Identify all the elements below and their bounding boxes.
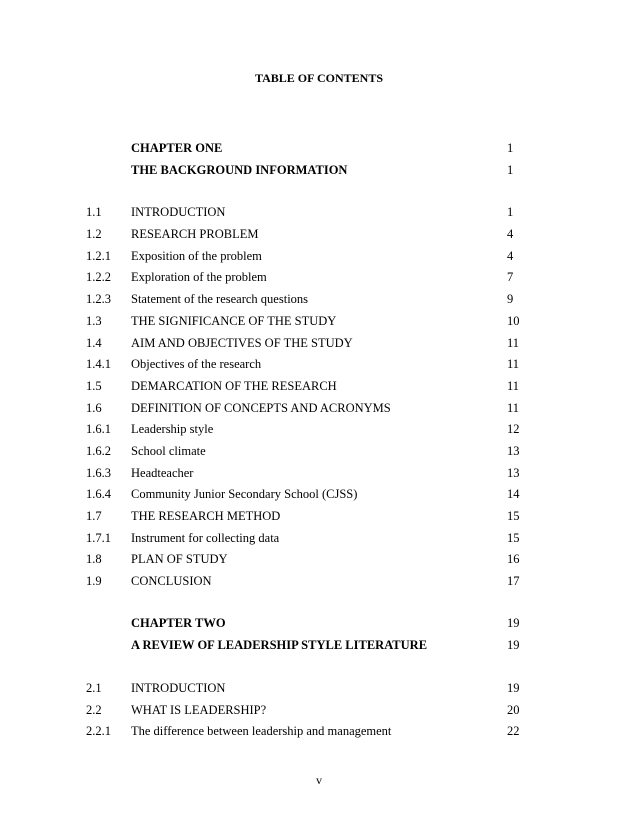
toc-entry xyxy=(0,377,638,395)
toc-entry xyxy=(0,420,638,438)
toc-entry-page: 13 xyxy=(507,466,520,480)
toc-entry xyxy=(0,701,638,719)
toc-entry-title: Exploration of the problem xyxy=(131,270,267,284)
toc-entry-title: A REVIEW OF LEADERSHIP STYLE LITERATURE xyxy=(131,638,428,652)
toc-entry-page: 13 xyxy=(507,444,520,458)
toc-entry-number: 2.2.1 xyxy=(86,724,111,738)
toc-entry-page: 22 xyxy=(507,724,520,738)
toc-entry xyxy=(0,334,638,352)
toc-entry-page: 12 xyxy=(507,422,520,436)
toc-entry-title: Exposition of the problem xyxy=(131,249,262,263)
toc-entry-number: 1.2.3 xyxy=(86,292,111,306)
toc-entry-page: 7 xyxy=(507,270,514,284)
toc-entry xyxy=(0,550,638,568)
toc-entry xyxy=(0,161,638,179)
toc-entry-page: 15 xyxy=(507,531,520,545)
toc-entry-title: The difference between leadership and management xyxy=(131,724,392,738)
toc-entry-number: 1.3 xyxy=(86,314,102,328)
toc-entry xyxy=(0,203,638,221)
toc-entry xyxy=(0,268,638,286)
toc-entry-number: 1.1 xyxy=(86,205,102,219)
toc-entry-page: 15 xyxy=(507,509,520,523)
toc-entry-title: Instrument for collecting data xyxy=(131,531,280,545)
toc-entry-number: 1.6.2 xyxy=(86,444,111,458)
toc-entry-number: 1.5 xyxy=(86,379,102,393)
toc-entry-title: AIM AND OBJECTIVES OF THE STUDY xyxy=(131,336,353,350)
toc-entry-title: THE SIGNIFICANCE OF THE STUDY xyxy=(131,314,337,328)
toc-entry xyxy=(0,679,638,697)
toc-entry-page: 9 xyxy=(507,292,514,306)
toc-entry xyxy=(0,614,638,632)
toc-entry-page: 19 xyxy=(507,638,520,652)
page-title: TABLE OF CONTENTS xyxy=(254,71,384,85)
toc-entry-page: 11 xyxy=(507,357,520,371)
toc-entry-title: DEMARCATION OF THE RESEARCH xyxy=(131,379,337,393)
toc-entry-title: INTRODUCTION xyxy=(131,681,226,695)
toc-entry-number: 1.2.2 xyxy=(86,270,111,284)
toc-entry-title: DEFINITION OF CONCEPTS AND ACRONYMS xyxy=(131,401,391,415)
toc-entry xyxy=(0,636,638,654)
toc-entry xyxy=(0,485,638,503)
toc-entry-title: Objectives of the research xyxy=(131,357,262,371)
toc-entry-number: 1.7 xyxy=(86,509,102,523)
toc-entry-page: 1 xyxy=(507,141,514,155)
toc-entry-number: 1.9 xyxy=(86,574,102,588)
toc-entry-number: 1.7.1 xyxy=(86,531,111,545)
toc-entry-page: 11 xyxy=(507,379,520,393)
toc-entry xyxy=(0,722,638,740)
toc-entry-number: 2.2 xyxy=(86,703,102,717)
toc-entry-number: 1.2 xyxy=(86,227,102,241)
toc-entry-title: Community Junior Secondary School (CJSS) xyxy=(131,487,358,501)
toc-entry xyxy=(0,290,638,308)
toc-entry-page: 10 xyxy=(507,314,520,328)
toc-entry-title: INTRODUCTION xyxy=(131,205,226,219)
toc-entry-title: CHAPTER TWO xyxy=(131,616,226,630)
toc-entry-title: Headteacher xyxy=(131,466,194,480)
toc-entry xyxy=(0,247,638,265)
toc-entry xyxy=(0,572,638,590)
toc-entry-number: 1.6.3 xyxy=(86,466,111,480)
toc-entry-page: 20 xyxy=(507,703,520,717)
toc-entry-page: 16 xyxy=(507,552,520,566)
toc-entry xyxy=(0,225,638,243)
toc-entry-number: 1.4.1 xyxy=(86,357,111,371)
toc-entry-number: 1.6.4 xyxy=(86,487,111,501)
toc-entry-page: 14 xyxy=(507,487,520,501)
toc-entry xyxy=(0,507,638,525)
toc-entry xyxy=(0,355,638,373)
toc-entry-title: RESEARCH PROBLEM xyxy=(131,227,259,241)
toc-entry-number: 1.6.1 xyxy=(86,422,111,436)
toc-entry-page: 11 xyxy=(507,336,520,350)
toc-entry-title: CONCLUSION xyxy=(131,574,212,588)
toc-entry-title: Statement of the research questions xyxy=(131,292,309,306)
page-number-footer: v xyxy=(316,773,322,787)
toc-entry-number: 1.8 xyxy=(86,552,102,566)
toc-entry-page: 1 xyxy=(507,163,514,177)
toc-entry xyxy=(0,399,638,417)
toc-entry xyxy=(0,312,638,330)
toc-entry-page: 17 xyxy=(507,574,520,588)
toc-entry-page: 1 xyxy=(507,205,514,219)
toc-entry-title: THE RESEARCH METHOD xyxy=(131,509,281,523)
toc-entry xyxy=(0,464,638,482)
toc-entry-title: WHAT IS LEADERSHIP? xyxy=(131,703,267,717)
toc-entry-number: 1.2.1 xyxy=(86,249,111,263)
toc-entry-title: Leadership style xyxy=(131,422,214,436)
toc-entry-title: PLAN OF STUDY xyxy=(131,552,228,566)
toc-entry-page: 4 xyxy=(507,249,514,263)
toc-entry xyxy=(0,529,638,547)
toc-entry-page: 19 xyxy=(507,616,520,630)
toc-entry-title: CHAPTER ONE xyxy=(131,141,223,155)
toc-entry-page: 4 xyxy=(507,227,514,241)
toc-entry xyxy=(0,442,638,460)
toc-entry-page: 19 xyxy=(507,681,520,695)
toc-entry xyxy=(0,139,638,157)
toc-entry-number: 1.6 xyxy=(86,401,102,415)
toc-entry-number: 1.4 xyxy=(86,336,102,350)
toc-entry-number: 2.1 xyxy=(86,681,102,695)
toc-entry-page: 11 xyxy=(507,401,520,415)
toc-entry-title: THE BACKGROUND INFORMATION xyxy=(131,163,348,177)
toc-entry-title: School climate xyxy=(131,444,206,458)
